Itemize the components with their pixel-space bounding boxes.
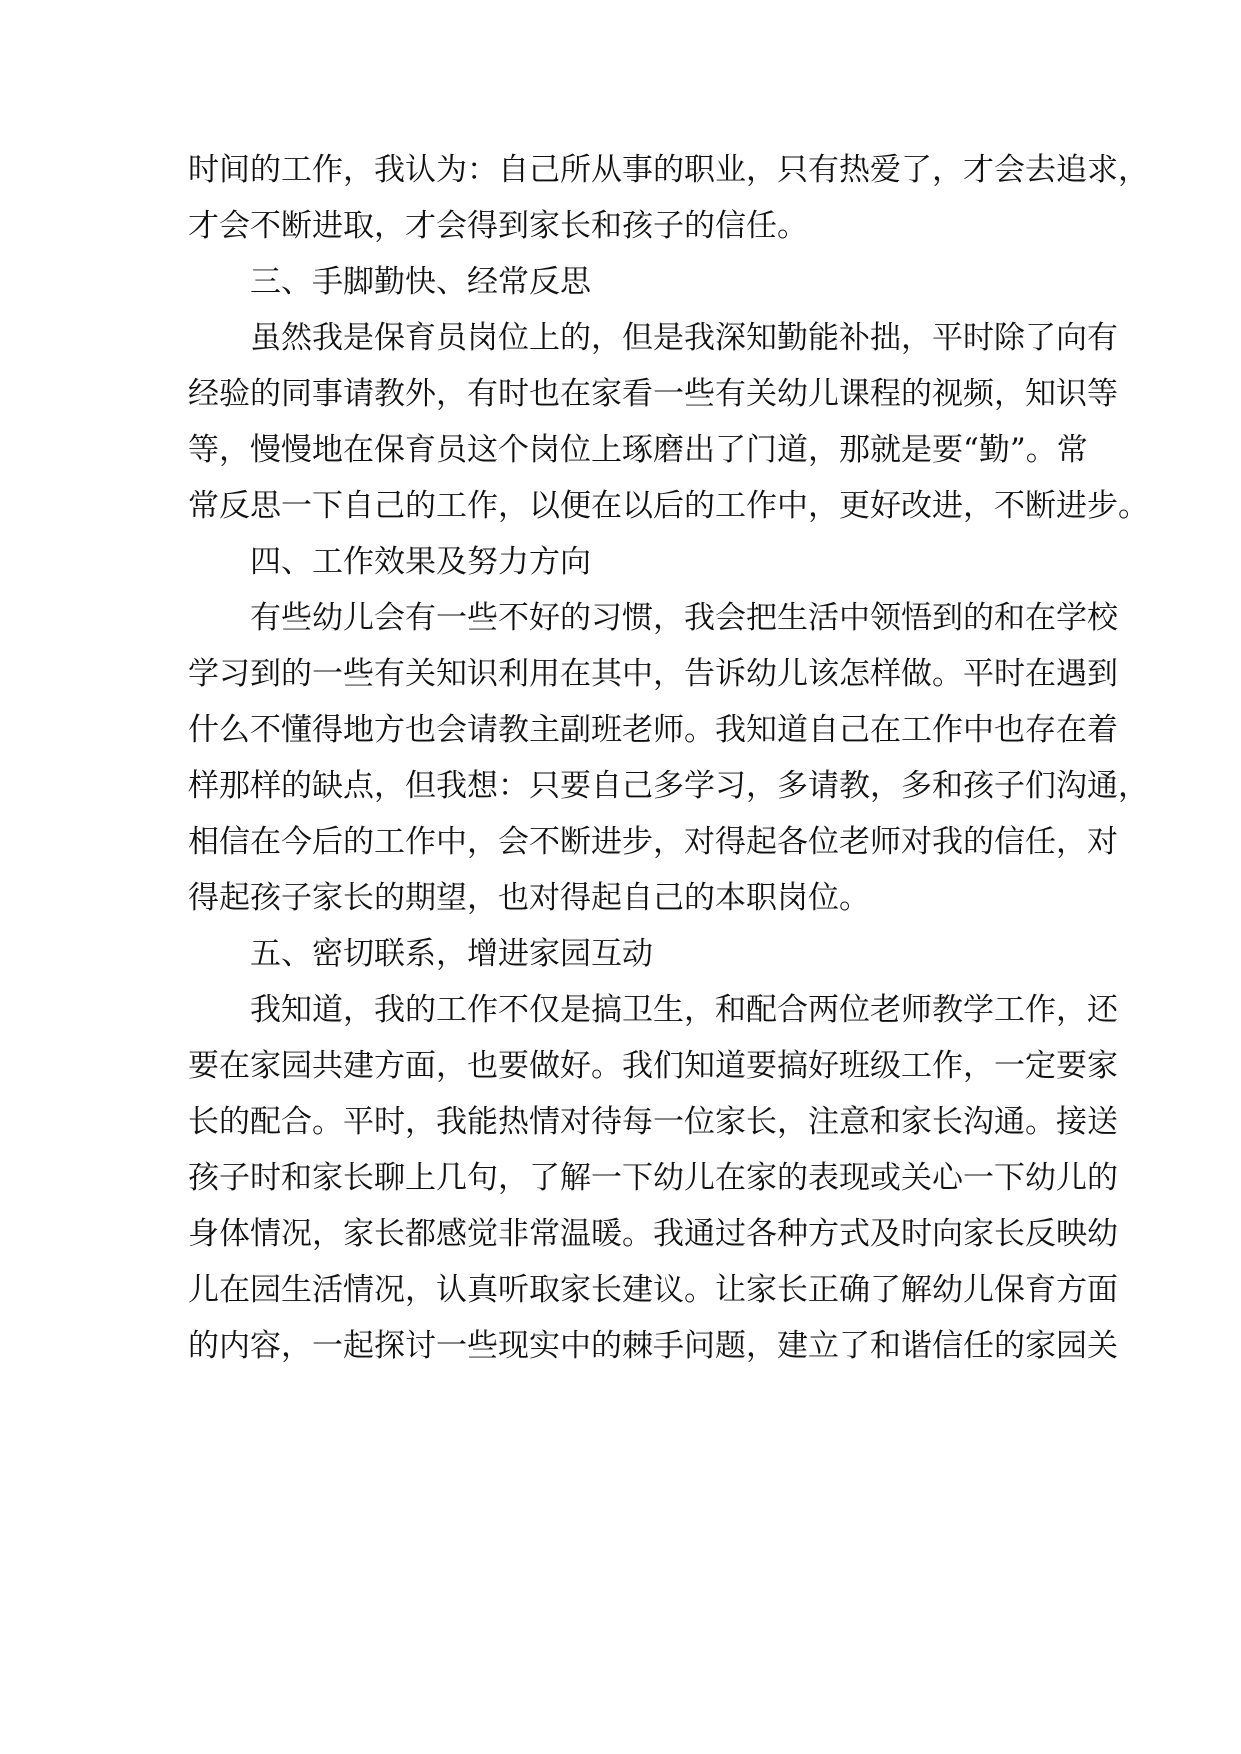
paragraph-line: 样那样的缺点，但我想：只要自己多学习，多请教，多和孩子们沟通， [188,768,1149,804]
paragraph-line: 身体情况，家长都感觉非常温暖。我通过各种方式及时向家长反映幼 [188,1216,1118,1252]
paragraph-line: 有些幼儿会有一些不好的习惯，我会把生活中领悟到的和在学校 [250,600,1118,636]
section-heading-4: 四、工作效果及努力方向 [250,544,591,580]
paragraph-line: 的内容，一起探讨一些现实中的棘手问题，建立了和谐信任的家园关 [188,1328,1118,1364]
paragraph-line: 常反思一下自己的工作，以便在以后的工作中，更好改进，不断进步。 [188,488,1149,524]
paragraph-line: 时间的工作，我认为：自己所从事的职业，只有热爱了，才会去追求， [188,152,1149,188]
paragraph-line: 我知道，我的工作不仅是搞卫生，和配合两位老师教学工作，还 [250,992,1118,1028]
paragraph-line: 才会不断进取，才会得到家长和孩子的信任。 [188,208,808,244]
paragraph-line: 经验的同事请教外，有时也在家看一些有关幼儿课程的视频，知识等 [188,376,1118,412]
paragraph-line: 孩子时和家长聊上几句，了解一下幼儿在家的表现或关心一下幼儿的 [188,1160,1118,1196]
section-heading-3: 三、手脚勤快、经常反思 [250,264,591,300]
paragraph-line: 什么不懂得地方也会请教主副班老师。我知道自己在工作中也存在着 [188,712,1118,748]
paragraph-line: 相信在今后的工作中，会不断进步，对得起各位老师对我的信任，对 [188,824,1118,860]
paragraph-line: 虽然我是保育员岗位上的，但是我深知勤能补拙，平时除了向有 [250,320,1118,356]
paragraph-line: 学习到的一些有关知识利用在其中，告诉幼儿该怎样做。平时在遇到 [188,656,1118,692]
paragraph-line: 儿在园生活情况，认真听取家长建议。让家长正确了解幼儿保育方面 [188,1272,1118,1308]
paragraph-line: 要在家园共建方面，也要做好。我们知道要搞好班级工作，一定要家 [188,1048,1118,1084]
paragraph-line: 长的配合。平时，我能热情对待每一位家长，注意和家长沟通。接送 [188,1104,1118,1140]
paragraph-line: 等，慢慢地在保育员这个岗位上琢磨出了门道，那就是要“勤”。常 [188,432,1088,468]
section-heading-5: 五、密切联系，增进家园互动 [250,936,653,972]
paragraph-line: 得起孩子家长的期望，也对得起自己的本职岗位。 [188,880,870,916]
